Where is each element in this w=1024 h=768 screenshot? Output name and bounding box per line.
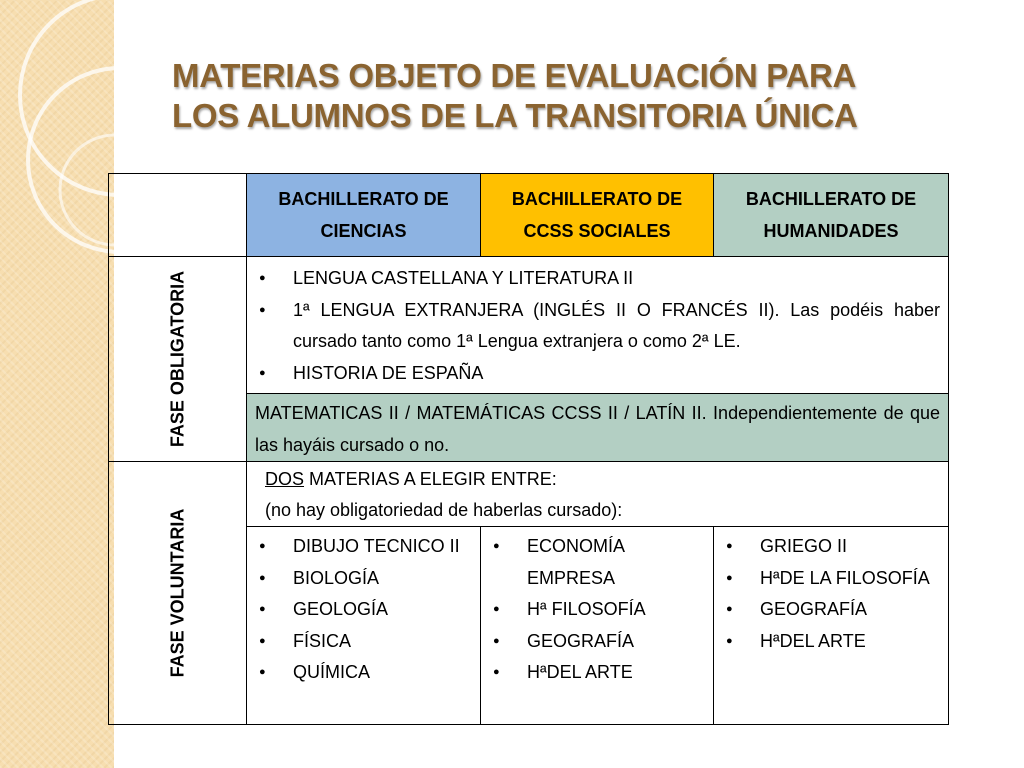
list-item: ● DIBUJO TECNICO II xyxy=(255,531,476,563)
list-item: ● GRIEGO II xyxy=(722,531,944,563)
decorative-sidebar xyxy=(0,0,114,768)
header-ciencias-line2: CIENCIAS xyxy=(320,221,407,241)
title-line-2: LOS ALUMNOS DE LA TRANSITORIA ÚNICA xyxy=(172,97,858,134)
ccss-options-cell xyxy=(481,527,714,725)
header-humanidades-line1: BACHILLERATO DE xyxy=(745,189,917,209)
header-row xyxy=(109,174,949,257)
humanidades-options-list xyxy=(714,527,948,657)
dos-underlined: DOS xyxy=(265,469,305,489)
header-ccss-line2: CCSS SOCIALES xyxy=(523,221,671,241)
title-line-1: MATERIAS OBJETO DE EVALUACIÓN PARA xyxy=(172,57,857,94)
obligatoria-list xyxy=(247,257,948,393)
list-item: ● Hª FILOSOFÍA xyxy=(489,594,709,626)
list-item: ● FÍSICA xyxy=(255,626,476,658)
list-item: ● QUÍMICA xyxy=(255,657,476,689)
obligatoria-common-row xyxy=(109,257,949,394)
list-item: ● GEOGRAFÍA xyxy=(489,626,709,658)
corner-cell xyxy=(109,174,247,257)
humanidades-options-cell xyxy=(714,527,949,725)
header-ciencias-line1: BACHILLERATO DE xyxy=(278,189,449,209)
list-item: ● GEOLOGÍA xyxy=(255,594,476,626)
fase-obligatoria-label: FASE OBLIGATORIA xyxy=(167,270,187,448)
ciencias-options-list xyxy=(247,527,480,689)
list-item: ● HISTORIA DE ESPAÑA xyxy=(257,358,940,390)
header-ccss xyxy=(481,174,714,257)
voluntaria-intro-cell xyxy=(247,462,949,527)
header-ccss-line1: BACHILLERATO DE xyxy=(511,189,683,209)
ciencias-options-cell xyxy=(247,527,481,725)
subjects-table xyxy=(108,173,949,725)
ccss-options-list xyxy=(481,527,713,689)
list-item: ● HªDEL ARTE xyxy=(722,626,944,658)
list-item: ● GEOGRAFÍA xyxy=(722,594,944,626)
decorative-circles xyxy=(0,0,114,768)
list-item: ● LENGUA CASTELLANA Y LITERATURA II xyxy=(257,263,940,295)
header-humanidades xyxy=(714,174,949,257)
list-item: ● ECONOMÍA EMPRESA xyxy=(489,531,709,594)
voluntaria-intro-row xyxy=(109,462,949,527)
intro-rest: MATERIAS A ELEGIR ENTRE: xyxy=(304,469,557,489)
fase-obligatoria-label-cell xyxy=(109,257,247,462)
matematicas-cell: MATEMATICAS II / MATEMÁTICAS CCSS II / LATÍN II. Independientemente de que las hayáis cursado o no. xyxy=(247,394,949,462)
page-title xyxy=(172,56,992,136)
list-item: ● HªDE LA FILOSOFÍA xyxy=(722,563,944,595)
fase-voluntaria-label: FASE VOLUNTARIA xyxy=(167,508,187,678)
list-item: ● 1ª LENGUA EXTRANJERA (INGLÉS II O FRANCÉS II). Las podéis haber cursado tanto como 1ª Lengua extranjera o como 2ª LE. xyxy=(257,295,940,358)
voluntaria-intro-line1 xyxy=(265,464,940,495)
voluntaria-intro-line2: (no hay obligatoriedad de haberlas cursado): xyxy=(265,500,623,520)
header-humanidades-line2: HUMANIDADES xyxy=(763,221,899,241)
list-item: ● BIOLOGÍA xyxy=(255,563,476,595)
obligatoria-common-cell xyxy=(247,257,949,394)
fase-voluntaria-label-cell xyxy=(109,462,247,725)
list-item: ● HªDEL ARTE xyxy=(489,657,709,689)
header-ciencias xyxy=(247,174,481,257)
